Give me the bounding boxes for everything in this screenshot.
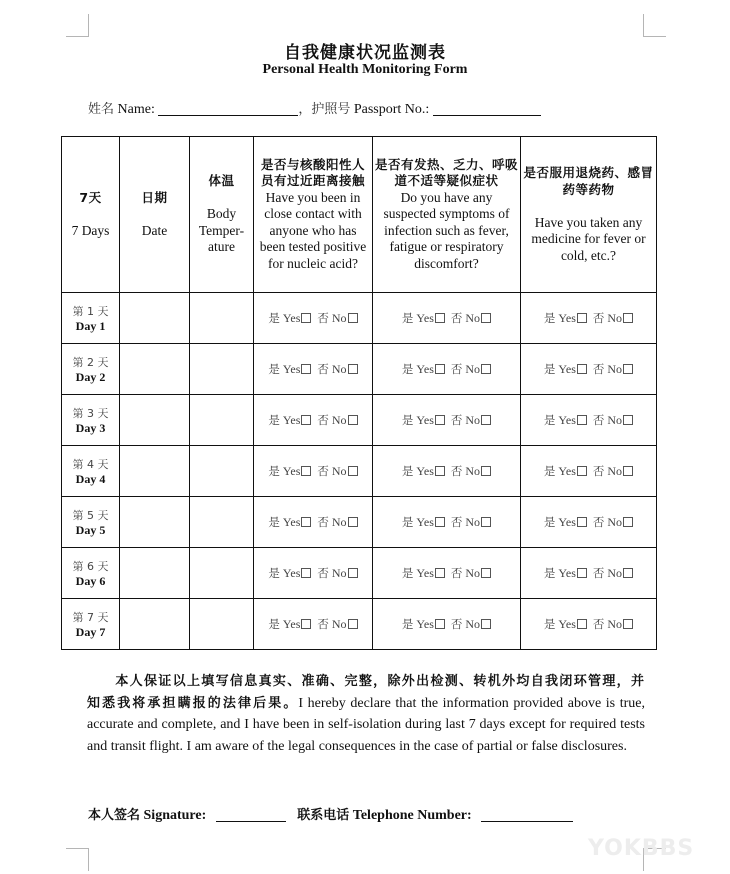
day-label-cn: 第 3 天	[72, 406, 109, 420]
day-label-en: Day 4	[75, 471, 106, 486]
no-checkbox[interactable]	[481, 466, 491, 476]
declaration-en: I hereby declare that the information provided above is true, accurate and complete, and I have been in self-isolation during last 7 days except for required tests and transit flight. I am aware of the legal consequences in the case of partial or false disclosures.	[87, 695, 645, 754]
symptoms-answer-cell: 是 Yes 否 No	[373, 293, 521, 344]
symptoms-answer-cell: 是 Yes 否 No	[373, 548, 521, 599]
yes-checkbox[interactable]	[577, 415, 587, 425]
medicine-answer-cell: 是 Yes 否 No	[521, 395, 657, 446]
contact-answer-cell: 是 Yes 否 No	[254, 344, 373, 395]
identity-line	[88, 98, 541, 118]
date-cell[interactable]	[120, 599, 190, 650]
table-row	[62, 548, 657, 599]
no-checkbox[interactable]	[481, 568, 491, 578]
contact-answer-cell: 是 Yes 否 No	[254, 497, 373, 548]
no-checkbox[interactable]	[481, 364, 491, 374]
yes-checkbox[interactable]	[435, 517, 445, 527]
no-checkbox[interactable]	[348, 619, 358, 629]
no-checkbox[interactable]	[623, 466, 633, 476]
signature-field[interactable]	[216, 807, 286, 822]
signature-label-cn: 本人签名	[88, 808, 141, 823]
day-label-cn: 第 6 天	[72, 559, 109, 573]
monitoring-table	[61, 136, 657, 650]
day-cell	[62, 599, 120, 650]
passport-label-en: Passport No.:	[353, 102, 430, 117]
yes-checkbox[interactable]	[577, 568, 587, 578]
day-label-en: Day 3	[75, 420, 106, 435]
declaration	[87, 671, 645, 757]
title-chinese: 自我健康状况监测表	[284, 43, 446, 63]
symptoms-answer-cell: 是 Yes 否 No	[373, 446, 521, 497]
yes-checkbox[interactable]	[577, 364, 587, 374]
symptoms-answer-cell: 是 Yes 否 No	[373, 395, 521, 446]
table-row	[62, 599, 657, 650]
temperature-cell[interactable]	[190, 395, 254, 446]
date-cell[interactable]	[120, 344, 190, 395]
day-label-en: Day 5	[75, 522, 106, 537]
day-cell	[62, 293, 120, 344]
yes-checkbox[interactable]	[577, 313, 587, 323]
declaration-cn: 本人保证以上填写信息真实、准确、完整，除外出检测、转机外均自我闭环管理，并知悉我将承担瞒报的法律后果。	[87, 674, 645, 711]
contact-answer-cell: 是 Yes 否 No	[254, 446, 373, 497]
table-row	[62, 446, 657, 497]
day-label-en: Day 1	[75, 318, 106, 333]
header-days: 7天 7 Days	[62, 137, 120, 293]
no-checkbox[interactable]	[348, 517, 358, 527]
yes-checkbox[interactable]	[435, 364, 445, 374]
temperature-cell[interactable]	[190, 293, 254, 344]
no-checkbox[interactable]	[481, 313, 491, 323]
day-cell	[62, 395, 120, 446]
medicine-answer-cell: 是 Yes 否 No	[521, 599, 657, 650]
medicine-answer-cell: 是 Yes 否 No	[521, 293, 657, 344]
telephone-field[interactable]	[481, 807, 573, 822]
symptoms-answer-cell: 是 Yes 否 No	[373, 599, 521, 650]
corner-mark-top-right	[643, 14, 666, 37]
yes-checkbox[interactable]	[435, 466, 445, 476]
header-close-contact: 是否与核酸阳性人员有过近距离接触 Have you been in close contact with anyone who has been tested positive for nucleic acid?	[254, 137, 373, 293]
passport-field[interactable]	[433, 101, 541, 116]
signature-label-en: Signature:	[143, 808, 207, 823]
corner-mark-bottom-left	[66, 848, 89, 871]
yes-checkbox[interactable]	[301, 313, 311, 323]
no-checkbox[interactable]	[623, 364, 633, 374]
day-label-cn: 第 1 天	[72, 304, 109, 318]
yes-checkbox[interactable]	[435, 619, 445, 629]
table-row	[62, 293, 657, 344]
day-label-en: Day 2	[75, 369, 106, 384]
temperature-cell[interactable]	[190, 344, 254, 395]
yes-checkbox[interactable]	[435, 415, 445, 425]
yes-checkbox[interactable]	[577, 466, 587, 476]
yes-checkbox[interactable]	[435, 313, 445, 323]
yes-checkbox[interactable]	[301, 568, 311, 578]
no-checkbox[interactable]	[348, 466, 358, 476]
header-row	[62, 137, 657, 293]
day-label-cn: 第 2 天	[72, 355, 109, 369]
medicine-answer-cell: 是 Yes 否 No	[521, 548, 657, 599]
no-checkbox[interactable]	[481, 517, 491, 527]
date-cell[interactable]	[120, 497, 190, 548]
table-row	[62, 395, 657, 446]
medicine-answer-cell: 是 Yes 否 No	[521, 497, 657, 548]
signature-line	[88, 804, 573, 824]
no-checkbox[interactable]	[481, 415, 491, 425]
no-checkbox[interactable]	[481, 619, 491, 629]
table-row	[62, 344, 657, 395]
title-english: Personal Health Monitoring Form	[262, 62, 468, 77]
contact-answer-cell: 是 Yes 否 No	[254, 599, 373, 650]
yes-checkbox[interactable]	[301, 466, 311, 476]
day-cell	[62, 446, 120, 497]
day-cell	[62, 344, 120, 395]
day-label-cn: 第 5 天	[72, 508, 109, 522]
telephone-label-cn: 联系电话	[297, 808, 350, 823]
header-symptoms: 是否有发热、乏力、呼吸道不适等疑似症状 Do you have any suspected symptoms of infection such as fever, fatigue or respiratory discomfort?	[373, 137, 521, 293]
name-label-en: Name:	[117, 102, 155, 117]
no-checkbox[interactable]	[623, 313, 633, 323]
medicine-answer-cell: 是 Yes 否 No	[521, 344, 657, 395]
no-checkbox[interactable]	[348, 568, 358, 578]
day-label-cn: 第 4 天	[72, 457, 109, 471]
passport-label-cn: ，护照号	[298, 102, 351, 117]
yes-checkbox[interactable]	[301, 364, 311, 374]
medicine-answer-cell: 是 Yes 否 No	[521, 446, 657, 497]
day-cell	[62, 497, 120, 548]
temperature-cell[interactable]	[190, 446, 254, 497]
header-date: 日期 Date	[120, 137, 190, 293]
no-checkbox[interactable]	[623, 619, 633, 629]
no-checkbox[interactable]	[623, 568, 633, 578]
no-checkbox[interactable]	[623, 517, 633, 527]
no-checkbox[interactable]	[348, 364, 358, 374]
no-checkbox[interactable]	[623, 415, 633, 425]
name-label-cn: 姓名	[88, 102, 115, 117]
corner-mark-top-left	[66, 14, 89, 37]
yes-checkbox[interactable]	[301, 517, 311, 527]
name-field[interactable]	[158, 101, 298, 116]
yes-checkbox[interactable]	[435, 568, 445, 578]
day-label-en: Day 7	[75, 624, 106, 639]
yes-checkbox[interactable]	[301, 619, 311, 629]
contact-answer-cell: 是 Yes 否 No	[254, 395, 373, 446]
symptoms-answer-cell: 是 Yes 否 No	[373, 344, 521, 395]
day-label-en: Day 6	[75, 573, 106, 588]
telephone-label-en: Telephone Number:	[352, 808, 472, 823]
symptoms-answer-cell: 是 Yes 否 No	[373, 497, 521, 548]
date-cell[interactable]	[120, 548, 190, 599]
date-cell[interactable]	[120, 446, 190, 497]
day-cell	[62, 548, 120, 599]
no-checkbox[interactable]	[348, 313, 358, 323]
no-checkbox[interactable]	[348, 415, 358, 425]
yes-checkbox[interactable]	[577, 517, 587, 527]
yes-checkbox[interactable]	[577, 619, 587, 629]
temperature-cell[interactable]	[190, 548, 254, 599]
table-row	[62, 497, 657, 548]
temperature-cell[interactable]	[190, 497, 254, 548]
date-cell[interactable]	[120, 293, 190, 344]
watermark: YOKBBS	[588, 836, 695, 861]
header-temperature: 体温 Body Temper-ature	[190, 137, 254, 293]
yes-checkbox[interactable]	[301, 415, 311, 425]
header-medicine: 是否服用退烧药、感冒药等药物 Have you taken any medicine for fever or cold, etc.?	[521, 137, 657, 293]
day-label-cn: 第 7 天	[72, 610, 109, 624]
contact-answer-cell: 是 Yes 否 No	[254, 293, 373, 344]
contact-answer-cell: 是 Yes 否 No	[254, 548, 373, 599]
temperature-cell[interactable]	[190, 599, 254, 650]
date-cell[interactable]	[120, 395, 190, 446]
